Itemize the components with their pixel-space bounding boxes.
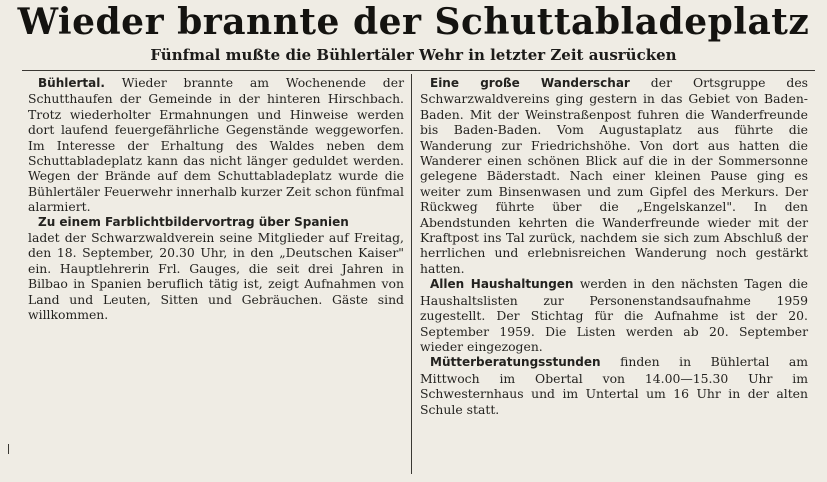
paragraph-body: Wieder brannte am Wochenende der Schutthaufen der Gemeinde in der hinteren Hirschbach. Trotz wiederholter Ermahnungen und Hinweise werden dort laufend feuergefährliche Gegenstände weggeworfen. Im Interesse der Erhaltung des Waldes neben dem Schuttabladeplatz kann das nicht länger geduldet werden. Wegen der Brände auf dem Schuttabladeplatz wurde die Bühlertäler Feuerwehr innerhalb kurzer Zeit schon fünfmal alarmiert.: [28, 75, 404, 215]
right-column: [420, 75, 808, 417]
paragraph-lead: Bühlertal.: [38, 76, 105, 90]
paragraph-lead: Zu einem Farblichtbildervortrag über Spanien: [38, 214, 349, 229]
left-column: [28, 75, 404, 323]
margin-mark: [8, 444, 9, 454]
paragraph-mother-counseling: [420, 354, 808, 417]
paragraph-slide-lecture: [28, 215, 404, 323]
paragraph-lead: Allen Haushaltungen: [430, 277, 574, 292]
paragraph-hiking-group: [420, 75, 808, 276]
paragraph-body: ladet der Schwarzwaldverein seine Mitglieder auf Freitag, den 18. September, 20.30 Uhr, in den „Deutschen Kaiser" ein. Hauptlehrerin Frl. Gauges, die seit drei Jahren in Bilbao in Spanien beruflich tätig ist, zeigt Aufnahmen von Land und Leuten, Sitten und Gebräuchen. Gäste sind willkommen.: [28, 230, 404, 323]
paragraph-fire-report: [28, 75, 404, 215]
column-divider: [411, 74, 412, 474]
headline: Wieder brannte der Schuttabladeplatz: [17, 1, 810, 43]
subheadline: Fünfmal mußte die Bühlertäler Wehr in letzter Zeit ausrücken: [150, 46, 677, 64]
paragraph-households: [420, 276, 808, 354]
paragraph-lead: Eine große Wanderschar: [430, 76, 630, 90]
header-rule: [22, 70, 815, 71]
paragraph-body: werden in den nächsten Tagen die Haushaltslisten zur Personenstandsaufnahme 1959 zugestellt. Der Stichtag für die Aufnahme ist der 20. September 1959. Die Listen werden ab 20. September wieder eingezogen.: [420, 276, 808, 354]
paragraph-body: der Ortsgruppe des Schwarzwaldvereins ging gestern in das Gebiet von Baden-Baden. Mit der Weinstraßenpost fuhren die Wanderfreunde bis Baden-Baden. Vom Augustaplatz aus führte die Wanderung zur Friedrichshöhe. Von dort aus hatten die Wanderer einen schönen Blick auf die in der Sommersonne gelegene Bäderstadt. Nach einer kleinen Pause ging es weiter zum Binsenwasen und zum Gipfel des Merkurs. Der Rückweg führte über die „Engelskanzel". In den Abendstunden kehrten die Wanderfreunde wieder mit der Kraftpost ins Tal zurück, nachdem sie sich zum Abschluß der herrlichen und erlebnisreichen Wanderung noch gestärkt hatten.: [420, 75, 809, 276]
paragraph-body: finden in Bühlertal am Mittwoch im Obertal von 14.00—15.30 Uhr im Schwesternhaus und im Untertal um 16 Uhr in der alten Schule statt.: [420, 354, 808, 417]
paragraph-lead: Mütterberatungsstunden: [430, 355, 601, 370]
